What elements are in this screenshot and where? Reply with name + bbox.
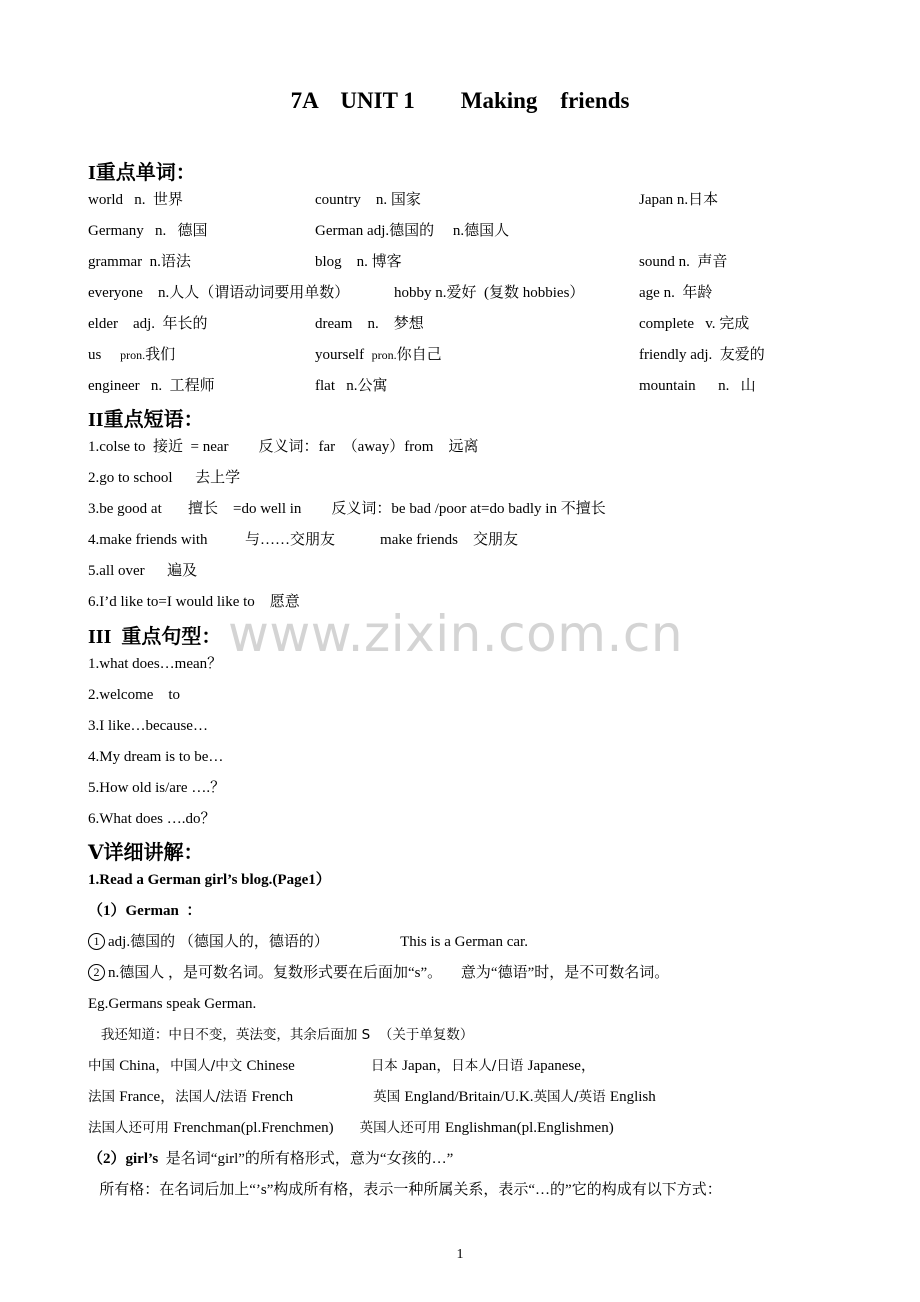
vocab-entry: friendly adj. 友爱的 bbox=[639, 347, 765, 363]
vocab-entry-us bbox=[88, 345, 175, 365]
vocab-row bbox=[0, 252, 920, 272]
vocab-entry: country n. 国家 bbox=[315, 192, 421, 208]
vocab-entry: mountain n. 山 bbox=[639, 378, 756, 394]
sentence-line: 6.What does ….do？ bbox=[88, 811, 216, 827]
phrase-line: 1.colse to 接近 = near 反义词：far （away）from 远离 bbox=[88, 439, 479, 455]
note-line: 我还知道：中日不变，英法变，其余后面加 S （关于单复数） bbox=[88, 1027, 474, 1043]
sentence-line: 1.what does…mean？ bbox=[88, 656, 223, 672]
possessive-explanation: 所有格：在名词后加上“’s”构成所有格，表示一种所属关系，表示“…的”它的构成有以下方式： bbox=[88, 1182, 722, 1198]
vocab-row bbox=[0, 283, 920, 303]
example-line: Eg.Germans speak German. bbox=[88, 996, 257, 1012]
sentence-line: 2.welcome to bbox=[88, 687, 181, 703]
definition-line bbox=[88, 963, 669, 983]
country-line: 法国 France，法国人/法语 French 英国 England/Britain/U.K.英国人/英语 English bbox=[88, 1089, 656, 1105]
vocab-entry: world n. 世界 bbox=[88, 192, 183, 208]
vocab-meaning: 我们 bbox=[145, 347, 176, 363]
definition-text: adj.德国的 （德国人的，德语的） This is a German car. bbox=[108, 934, 528, 950]
sentence-line: 3.I like…because… bbox=[88, 718, 208, 734]
vocab-entry: flat n.公寓 bbox=[315, 378, 388, 394]
vocab-entry: dream n. 梦想 bbox=[315, 316, 424, 332]
phrase-line: 2.go to school 去上学 bbox=[88, 470, 241, 486]
vocab-word: yourself bbox=[315, 347, 365, 363]
vocab-row bbox=[0, 376, 920, 396]
vocab-entry: grammar n.语法 bbox=[88, 254, 191, 270]
vocab-entry: blog n. 博客 bbox=[315, 254, 402, 270]
phrase-line: 3.be good at 擅长 =do well in 反义词：be bad /poor at=do badly in 不擅长 bbox=[88, 501, 606, 517]
phrase-line: 5.all over 遍及 bbox=[88, 563, 198, 579]
vocab-pos: pron. bbox=[371, 348, 397, 362]
vocab-entry: complete v. 完成 bbox=[639, 316, 750, 332]
section-heading-phrases: II重点短语： bbox=[88, 409, 204, 431]
vocab-entry: elder adj. 年长的 bbox=[88, 316, 208, 332]
definition-line bbox=[88, 932, 528, 952]
section-heading-explanation: Ⅴ详细讲解： bbox=[88, 842, 204, 864]
vocab-row bbox=[0, 221, 920, 241]
page-title: 7A UNIT 1 Making friends bbox=[290, 88, 630, 113]
country-line: 中国 China，中国人/中文 Chinese 日本 Japan，日本人/日语 Japanese， bbox=[88, 1058, 596, 1074]
vocab-entry: German adj.德国的 n.德国人 bbox=[315, 223, 510, 239]
vocab-pos: pron. bbox=[120, 348, 146, 362]
phrase-line: 4.make friends with 与……交朋友 make friends 交朋友 bbox=[88, 532, 518, 548]
vocab-entry: engineer n. 工程师 bbox=[88, 378, 215, 394]
vocab-row bbox=[0, 345, 920, 365]
watermark: www.zixin.com.cn bbox=[228, 605, 684, 663]
subsection-item: （1）German ： bbox=[88, 903, 202, 919]
phrase-line: 6.I’d like to=I would like to 愿意 bbox=[88, 594, 300, 610]
vocab-meaning: 你自己 bbox=[396, 347, 442, 363]
vocab-row bbox=[0, 314, 920, 334]
vocab-entry-yourself bbox=[315, 345, 442, 365]
vocab-entry: Japan n.日本 bbox=[639, 192, 719, 208]
subsection-title: 1.Read a German girl’s blog.(Page1） bbox=[88, 872, 331, 888]
vocab-entry: Germany n. 德国 bbox=[88, 223, 208, 239]
section-heading-sentences: III 重点句型： bbox=[88, 626, 222, 648]
vocab-entry: sound n. 声音 bbox=[639, 254, 728, 270]
page-number: 1 bbox=[456, 1247, 464, 1262]
vocab-row bbox=[0, 190, 920, 210]
sentence-line: 4.My dream is to be… bbox=[88, 749, 224, 765]
country-line: 法国人还可用 Frenchman(pl.Frenchmen) 英国人还可用 Englishman(pl.Englishmen) bbox=[88, 1120, 614, 1136]
circled-number: 1 bbox=[88, 933, 105, 950]
section-heading-vocabulary: I重点单词： bbox=[88, 162, 196, 184]
definition-text: n.德国人 ，是可数名词。复数形式要在后面加“s”。 意为“德语”时，是不可数名词。 bbox=[108, 965, 670, 981]
vocab-entry: hobby n.爱好 (复数 hobbies） bbox=[394, 285, 585, 301]
vocab-entry: everyone n.人人（谓语动词要用单数） bbox=[88, 285, 350, 301]
vocab-word: us bbox=[88, 347, 102, 363]
vocab-entry: age n. 年龄 bbox=[639, 285, 713, 301]
circled-number: 2 bbox=[88, 964, 105, 981]
sentence-line: 5.How old is/are ….？ bbox=[88, 780, 226, 796]
subsection-item: （2）girl’s 是名词“girl”的所有格形式，意为“女孩的…” bbox=[88, 1151, 454, 1167]
